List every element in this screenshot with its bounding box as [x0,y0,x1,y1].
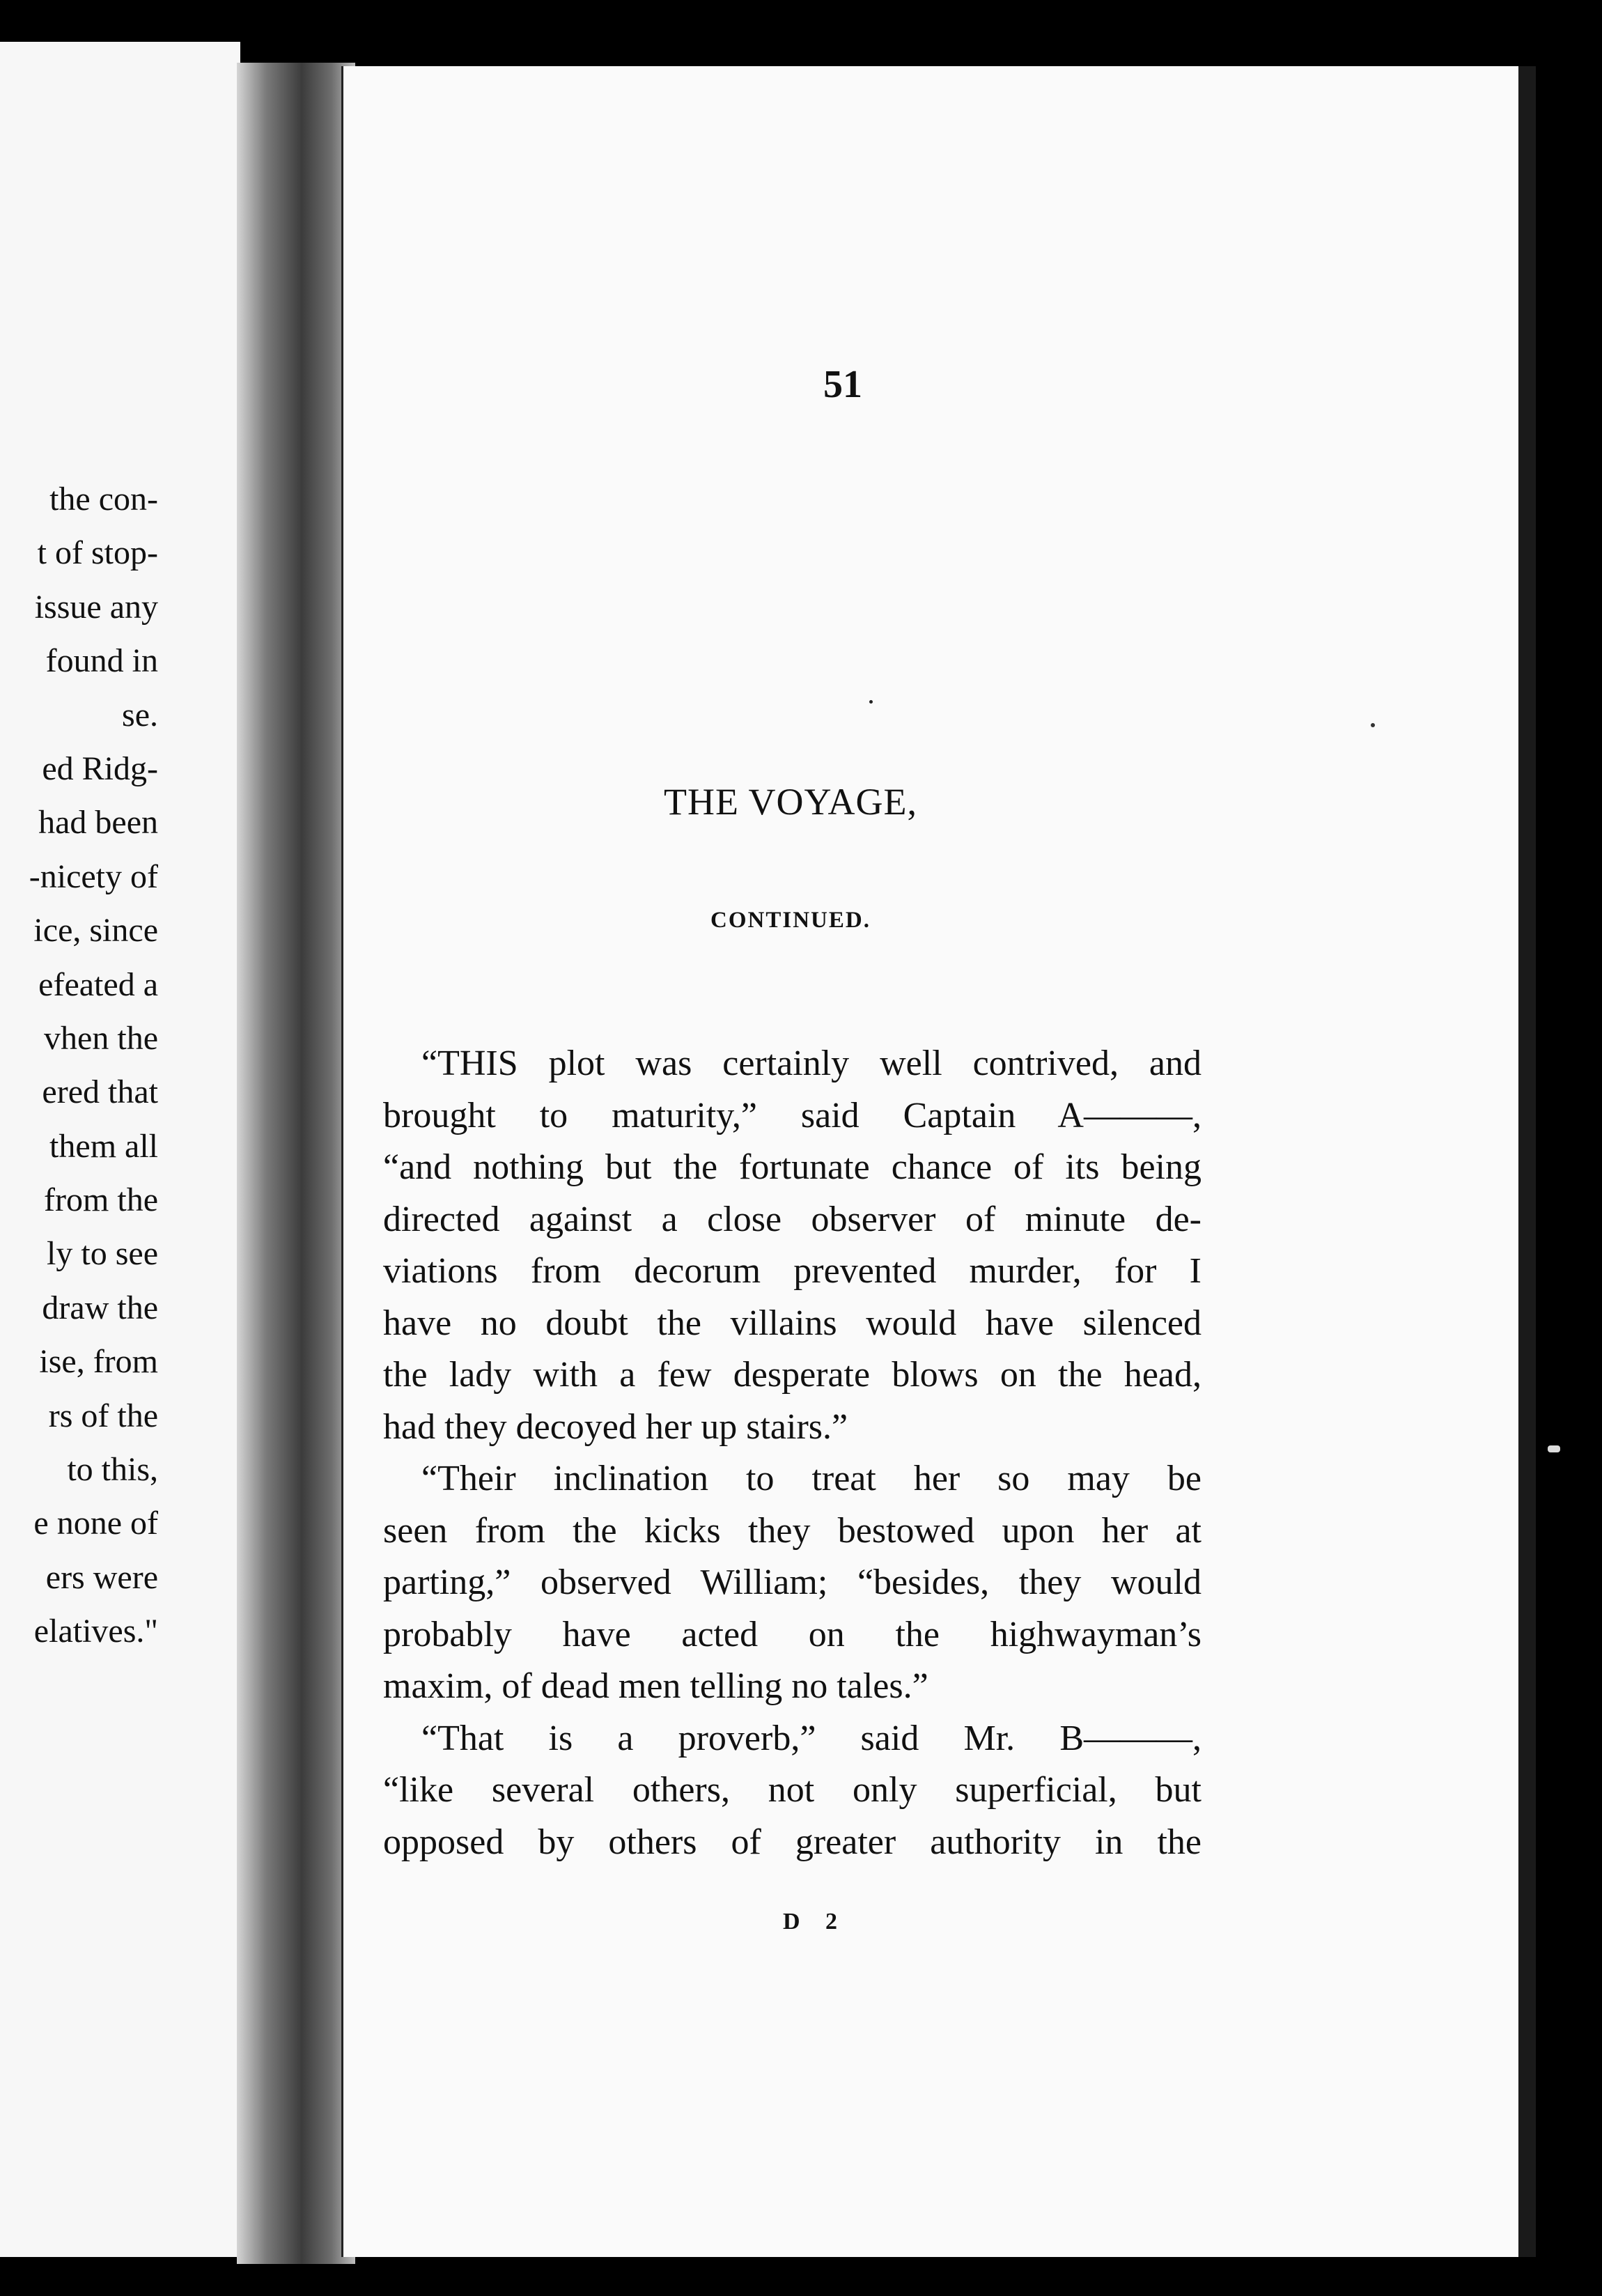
page-edge [1518,66,1536,2257]
print-speck [1371,723,1375,727]
left-line: ise, from [39,1343,158,1381]
left-line: se. [122,696,158,734]
chapter-title: THE VOYAGE, [664,781,917,823]
print-speck [1548,1445,1560,1452]
text-line: “THIS plot was certainly well contrived, and [421,1044,1202,1083]
left-line: t of stop- [37,534,158,572]
left-page-text [29,472,158,1659]
left-line: ers were [45,1558,158,1596]
left-line: e none of [33,1505,158,1542]
left-page [0,42,240,2257]
left-line: found in [45,642,158,680]
left-line: elatives." [33,1613,158,1650]
left-line: ice, since [33,912,158,949]
text-line: have no doubt the villains would have silenced [383,1303,1202,1343]
page-number: 51 [823,363,862,406]
left-line: vhen the [44,1019,158,1057]
text-line: “like several others, not only superficial, but [383,1770,1202,1810]
text-line: had they decoyed her up stairs.” [383,1406,848,1447]
text-line: maxim, of dead men telling no tales.” [383,1666,928,1706]
text-line: opposed by others of greater authority in the [383,1822,1202,1862]
left-line: ed Ridg- [42,750,158,787]
text-line: brought to maturity,” said Captain A———, [383,1095,1202,1135]
left-line: issue any [34,588,158,626]
body-text [383,1038,1202,1868]
book-gutter-shadow [237,63,355,2264]
text-line: viations from decorum prevented murder, for I [383,1251,1202,1291]
left-line: draw the [42,1289,158,1326]
left-line: had been [38,804,158,841]
text-line: directed against a close observer of minute de- [383,1199,1202,1239]
text-line: parting,” observed William; “besides, they would [383,1562,1202,1602]
left-line: ly to see [47,1235,158,1273]
text-line: “Their inclination to treat her so may be [421,1459,1202,1498]
chapter-subtitle: CONTINUED. [710,908,871,933]
text-line: seen from the kicks they bestowed upon her at [383,1510,1202,1551]
left-line: to this, [67,1451,158,1489]
text-line: probably have acted on the highwayman’s [383,1614,1202,1654]
text-line: “and nothing but the fortunate chance of its being [383,1147,1202,1187]
print-speck [869,700,873,704]
signature-mark: D 2 [782,1909,848,1934]
left-line: the con- [49,481,158,518]
left-line: efeated a [38,965,158,1003]
text-line: “That is a proverb,” said Mr. B———, [421,1718,1202,1758]
left-line: them all [49,1127,158,1165]
text-line: the lady with a few desperate blows on the head, [383,1355,1202,1395]
left-line: -nicety of [29,858,158,895]
left-line: ered that [42,1073,158,1111]
left-line: from the [44,1181,158,1219]
left-line: rs of the [48,1397,158,1434]
